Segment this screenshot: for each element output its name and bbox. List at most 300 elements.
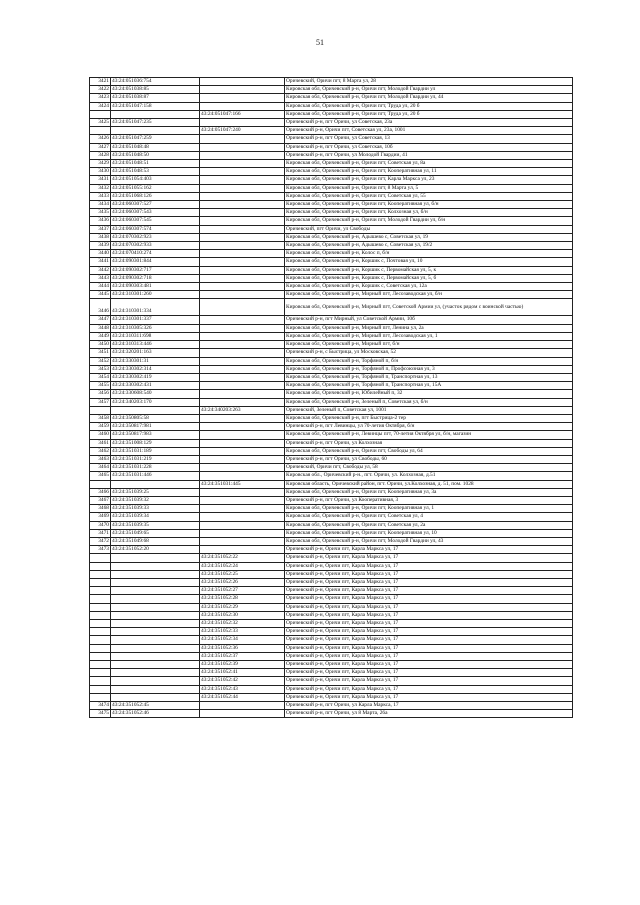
cadastral-number-cell: 43:24:051036:754 [111,78,200,86]
row-number-cell: 3460 [90,431,111,439]
address-cell: Оричевский р-н, пгт Левинцы, ул 70-летия Октября, б/н [285,423,573,431]
cadastral-number-cell: 43:24:090301:844 [111,258,200,266]
sub-object-number-cell [200,546,285,554]
sub-object-number-cell [200,168,285,176]
row-number-cell [90,562,111,570]
cadastral-number-cell [111,677,200,685]
sub-object-number-cell: 43:24:351052:29 [200,603,285,611]
row-number-cell: 3462 [90,447,111,455]
row-number-cell [90,127,111,135]
cadastral-number-cell: 43:24:070302:933 [111,242,200,250]
sub-object-number-cell [200,496,285,504]
address-cell: Кировская обл, Оричевский р-н, Адышево с, Советская ул, 19 [285,233,573,241]
row-number-cell: 3464 [90,464,111,472]
row-number-cell: 3426 [90,135,111,143]
cadastral-number-cell [111,693,200,701]
table-row [90,546,573,554]
address-cell: Оричевский р-н, Оричи пгт, Карла Маркса ул, 17 [285,620,573,628]
table-row [90,669,573,677]
address-cell: Оричевский, Зеленый п, Советская ул, 1001 [285,406,573,414]
cadastral-number-cell: 43:24:351039:32 [111,496,200,504]
sub-object-number-cell [200,414,285,422]
sub-object-number-cell [200,357,285,365]
cadastral-number-cell: 43:24:070410:274 [111,250,200,258]
address-cell: Оричевский р-н, пгт Оричи, ул Советская, 23а [285,119,573,127]
cadastral-number-cell: 43:24:060307:545 [111,217,200,225]
cadastral-number-cell: 43:24:351031:219 [111,455,200,463]
table-row [90,431,573,439]
row-number-cell: 3471 [90,529,111,537]
sub-object-number-cell [200,332,285,340]
cadastral-number-cell: 43:24:351031:446 [111,472,200,480]
sub-object-number-cell [200,529,285,537]
row-number-cell: 3449 [90,332,111,340]
table-row [90,702,573,710]
cadastral-number-cell: 43:24:340203:170 [111,398,200,406]
address-cell: Оричевский р-н, пгт Оричи, ул 8 Марта, 26а [285,710,573,718]
row-number-cell: 3444 [90,283,111,291]
address-cell: Кировская обл, Оричевский р-н, Мирный пгт, Лесозаводская ул, 1 [285,332,573,340]
row-number-cell [90,611,111,619]
cadastral-number-cell: 43:24:051038:87 [111,94,200,102]
row-number-cell: 3452 [90,357,111,365]
cadastral-number-cell: 43:24:351031:189 [111,447,200,455]
sub-object-number-cell: 43:24:351052:27 [200,587,285,595]
address-cell: Кировская обл, Оричевский р-н, Оричи пгт, Кооперативная ул, 11 [285,168,573,176]
table-row [90,537,573,545]
cadastral-number-cell: 43:24:060307:574 [111,225,200,233]
cadastral-number-cell: 43:24:051047:235 [111,119,200,127]
table-row [90,513,573,521]
sub-object-number-cell [200,209,285,217]
address-cell: Оричевский р-н, Оричи пгт, Карла Маркса ул, 17 [285,677,573,685]
cadastral-number-cell: 43:24:051048:48 [111,143,200,151]
cadastral-number-cell [111,110,200,118]
row-number-cell [90,677,111,685]
address-cell: Оричевский р-н, Оричи пгт, Карла Маркса ул, 17 [285,661,573,669]
row-number-cell: 3434 [90,201,111,209]
sub-object-number-cell [200,291,285,299]
cadastral-number-cell: 43:24:310305:326 [111,324,200,332]
row-number-cell: 3433 [90,192,111,200]
table-row [90,119,573,127]
sub-object-number-cell: 43:24:351052:44 [200,693,285,701]
address-cell: Кировская обл, Оричевский р-н, Торфяной п, Профсоюзная ул, 3 [285,365,573,373]
cadastral-number-cell: 43:24:090303:481 [111,283,200,291]
sub-object-number-cell [200,455,285,463]
table-row [90,283,573,291]
address-cell: Кировская обл, Оричевский р-н, Торфяной п, Транспортная ул, 13 [285,373,573,381]
table-row [90,382,573,390]
row-number-cell: 3468 [90,505,111,513]
table-row [90,86,573,94]
table-row [90,693,573,701]
table-row [90,291,573,299]
row-number-cell: 3447 [90,316,111,324]
address-cell: Кировская обл, Оричевский р-н, Оричи пгт, Труда ул, 20 б [285,102,573,110]
address-cell: Кировская область, Оричевский район, пгт. Оричи, ул.Колхозная, д. 51, пом. 1028 [285,480,573,488]
table-row [90,365,573,373]
page-number: 51 [316,38,324,47]
row-number-cell: 3441 [90,258,111,266]
cadastral-number-cell [111,628,200,636]
address-cell: Оричевский р-н, пгт Мирный, ул Советской Армии, 10б [285,316,573,324]
row-number-cell: 3422 [90,86,111,94]
cadastral-registry-table [89,77,573,718]
sub-object-number-cell [200,365,285,373]
row-number-cell: 3421 [90,78,111,86]
address-cell: Кировская обл, Оричевский р-н, Мирный пгт, Лесозаводская ул, б/н [285,291,573,299]
row-number-cell: 3428 [90,151,111,159]
row-number-cell: 3446 [90,299,111,316]
cadastral-number-cell [111,595,200,603]
sub-object-number-cell [200,151,285,159]
table-row [90,332,573,340]
cadastral-number-cell: 43:24:060307:527 [111,201,200,209]
sub-object-number-cell [200,94,285,102]
row-number-cell: 3448 [90,324,111,332]
sub-object-number-cell: 43:24:051047:240 [200,127,285,135]
table-row [90,274,573,282]
table-row [90,677,573,685]
row-number-cell: 3457 [90,398,111,406]
cadastral-number-cell: 43:24:051048:51 [111,160,200,168]
cadastral-number-cell [111,587,200,595]
table-row [90,110,573,118]
cadastral-number-cell [111,127,200,135]
sub-object-number-cell [200,702,285,710]
address-cell: Кировская обл, Оричевский р-н, Оричи пгт, Карла Маркса ул, 23 [285,176,573,184]
address-cell: Оричевский р-н, пгт Оричи, ул Советская, 10б [285,143,573,151]
sub-object-number-cell: 43:24:351052:36 [200,644,285,652]
cadastral-number-cell: 43:24:351052:20 [111,546,200,554]
table-row [90,423,573,431]
address-cell: Оричевский р-н, Оричи пгт, Карла Маркса ул, 17 [285,685,573,693]
address-cell: Оричевский р-н, Оричи пгт, Карла Маркса ул, 17 [285,595,573,603]
table-row [90,578,573,586]
address-cell: Оричевский р-н, пгт Оричи, ул Кооперативная, 3 [285,496,573,504]
address-cell: Кировская обл, Оричевский р-н, Оричи пгт, Кооперативная ул, 10 [285,529,573,537]
cadastral-number-cell: 43:24:351049:65 [111,529,200,537]
sub-object-number-cell: 43:24:051047:166 [200,110,285,118]
address-cell: Кировская обл, Оричевский р-н, Оричи пгт, Молодой Гвардии ул, 43 [285,537,573,545]
address-cell: Кировская обл, Оричевский р-н, Мирный пгт, Советской Армии ул, (участок рядом с воинской частью) [285,299,573,316]
address-cell: Кировская обл, Оричевский р-н, Оричи пгт, Кооперативная ул, 3а [285,488,573,496]
registry-table-body [90,78,573,718]
sub-object-number-cell [200,119,285,127]
address-cell: Кировская обл, Оричевский р-н, Коршик с, Советская ул, 12а [285,283,573,291]
address-cell: Оричевский р-н, Оричи пгт, Карла Маркса ул, 17 [285,603,573,611]
address-cell: Оричевский р-н, Оричи пгт, Карла Маркса ул, 17 [285,644,573,652]
cadastral-number-cell: 43:24:351039:25 [111,488,200,496]
sub-object-number-cell [200,447,285,455]
address-cell: Кировская обл, Оричевский р-н, пгт Быстрица-2 тер [285,414,573,422]
address-cell: Кировская обл, Оричевский р-н, Левинцы пгт, 70-летия Октября ул, б/н, магазин [285,431,573,439]
row-number-cell: 3469 [90,513,111,521]
address-cell: Оричевский р-н, Оричи пгт, Карла Маркса ул, 17 [285,693,573,701]
row-number-cell: 3438 [90,233,111,241]
address-cell: Кировская обл, Оричевский р-н, Оричи пгт, Колхозная ул, б/н [285,209,573,217]
sub-object-number-cell [200,505,285,513]
address-cell: Оричевский р-н, Оричи пгт, Карла Маркса ул, 17 [285,636,573,644]
row-number-cell [90,595,111,603]
sub-object-number-cell [200,382,285,390]
cadastral-number-cell [111,554,200,562]
table-row [90,151,573,159]
address-cell: Кировская обл, Оричевский р-н, Зеленый п, Советская ул, б/н [285,398,573,406]
table-row [90,242,573,250]
table-row [90,439,573,447]
row-number-cell: 3455 [90,382,111,390]
table-row [90,570,573,578]
address-cell: Кировская обл, Оричевский р-н, Коршик с, Почтовая ул, 10 [285,258,573,266]
cadastral-number-cell [111,669,200,677]
sub-object-number-cell: 43:24:351052:22 [200,554,285,562]
row-number-cell: 3451 [90,349,111,357]
sub-object-number-cell [200,78,285,86]
cadastral-number-cell: 43:24:330302:431 [111,382,200,390]
row-number-cell: 3461 [90,439,111,447]
address-cell: Оричевский, пгт Оричи, ул Свободы [285,225,573,233]
address-cell: Кировская обл., Оричевский р-н., пгт. Оричи, ул. Колхозная, д.51 [285,472,573,480]
table-row [90,390,573,398]
table-row [90,587,573,595]
row-number-cell [90,620,111,628]
row-number-cell: 3450 [90,341,111,349]
row-number-cell: 3439 [90,242,111,250]
address-cell: Кировская обл, Оричевский р-н, Оричи пгт, Советская ул, 2а [285,521,573,529]
table-row [90,324,573,332]
table-row [90,472,573,480]
table-row [90,258,573,266]
cadastral-number-cell: 43:24:051055:162 [111,184,200,192]
sub-object-number-cell [200,423,285,431]
row-number-cell [90,644,111,652]
cadastral-number-cell: 43:24:330301:31 [111,357,200,365]
table-row [90,127,573,135]
sub-object-number-cell [200,488,285,496]
sub-object-number-cell [200,233,285,241]
cadastral-number-cell: 43:24:320201:163 [111,349,200,357]
row-number-cell: 3431 [90,176,111,184]
cadastral-number-cell: 43:24:070302:923 [111,233,200,241]
row-number-cell: 3472 [90,537,111,545]
row-number-cell [90,554,111,562]
cadastral-number-cell: 43:24:351039:35 [111,521,200,529]
table-row [90,414,573,422]
cadastral-number-cell [111,562,200,570]
cadastral-number-cell [111,644,200,652]
row-number-cell: 3425 [90,119,111,127]
cadastral-number-cell: 43:24:310311:698 [111,332,200,340]
address-cell: Оричевский, Оричи пгт, Свободы ул, 58 [285,464,573,472]
table-row [90,480,573,488]
address-cell: Оричевский р-н, с Быстрица, ул Московская, 52 [285,349,573,357]
table-row [90,373,573,381]
table-row [90,628,573,636]
row-number-cell [90,587,111,595]
table-row [90,192,573,200]
cadastral-number-cell: 43:24:351031:228 [111,464,200,472]
table-row [90,488,573,496]
table-row [90,225,573,233]
sub-object-number-cell [200,341,285,349]
sub-object-number-cell [200,324,285,332]
sub-object-number-cell: 43:24:351052:42 [200,677,285,685]
table-row [90,652,573,660]
row-number-cell: 3423 [90,94,111,102]
table-row [90,250,573,258]
row-number-cell [90,603,111,611]
address-cell: Оричевский р-н, Оричи пгт, Карла Маркса ул, 17 [285,578,573,586]
sub-object-number-cell [200,266,285,274]
cadastral-number-cell: 43:24:351008:129 [111,439,200,447]
address-cell: Кировская обл, Оричевский р-н, Оричи пгт, Кооперативная ул, 1 [285,505,573,513]
cadastral-number-cell: 43:24:330302:314 [111,365,200,373]
row-number-cell [90,636,111,644]
row-number-cell: 3453 [90,365,111,373]
row-number-cell: 3440 [90,250,111,258]
address-cell: Кировская обл, Оричевский р-н, Юбилейный п, 32 [285,390,573,398]
cadastral-number-cell: 43:24:351052:46 [111,710,200,718]
row-number-cell [90,480,111,488]
table-row [90,143,573,151]
sub-object-number-cell: 43:24:340203:263 [200,406,285,414]
table-row [90,496,573,504]
table-row [90,299,573,316]
sub-object-number-cell [200,250,285,258]
address-cell: Кировская обл, Оричевский р-н, Оричи пгт, 8 Марта ул, 5 [285,184,573,192]
row-number-cell: 3466 [90,488,111,496]
table-row [90,636,573,644]
cadastral-number-cell: 43:24:051048:53 [111,168,200,176]
table-row [90,455,573,463]
address-cell: Оричевский р-н, Оричи пгт, Советская ул, 23а, 1001 [285,127,573,135]
address-cell: Оричевский р-н, пгт Оричи, ул Советская, 13 [285,135,573,143]
row-number-cell: 3459 [90,423,111,431]
row-number-cell: 3442 [90,266,111,274]
sub-object-number-cell [200,283,285,291]
row-number-cell: 3474 [90,702,111,710]
table-row [90,201,573,209]
cadastral-number-cell: 43:24:051054:403 [111,176,200,184]
address-cell: Кировская обл, Оричевский р-н, Коршик с, Первомайская ул, 5, б [285,274,573,282]
row-number-cell [90,685,111,693]
address-cell: Оричевский р-н, Оричи пгт, Карла Маркса ул, 17 [285,669,573,677]
cadastral-number-cell [111,661,200,669]
sub-object-number-cell [200,160,285,168]
row-number-cell: 3445 [90,291,111,299]
sub-object-number-cell [200,274,285,282]
table-row [90,611,573,619]
sub-object-number-cell [200,521,285,529]
sub-object-number-cell: 43:24:351052:28 [200,595,285,603]
cadastral-number-cell: 43:24:310313:446 [111,341,200,349]
address-cell: Кировская обл, Оричевский р-н, Оричи пгт, Труда ул, 20 б [285,110,573,118]
sub-object-number-cell [200,373,285,381]
row-number-cell: 3424 [90,102,111,110]
cadastral-number-cell: 43:24:351039:33 [111,505,200,513]
table-row [90,184,573,192]
address-cell: Кировская обл, Оричевский р-н, Коршик с, Первомайская ул, 5, к [285,266,573,274]
cadastral-number-cell [111,570,200,578]
address-cell: Оричевский р-н, Оричи пгт, Карла Маркса ул, 17 [285,546,573,554]
sub-object-number-cell [200,143,285,151]
table-row [90,562,573,570]
cadastral-number-cell: 43:24:310301:334 [111,299,200,316]
table-row [90,661,573,669]
sub-object-number-cell: 43:24:351052:37 [200,652,285,660]
address-cell: Кировская обл, Оричевский р-н, Оричи пгт, Советская ул, 8а [285,160,573,168]
table-row [90,160,573,168]
cadastral-number-cell [111,611,200,619]
row-number-cell: 3429 [90,160,111,168]
sub-object-number-cell: 43:24:351052:41 [200,669,285,677]
cadastral-number-cell: 43:24:060307:543 [111,209,200,217]
sub-object-number-cell: 43:24:351031:445 [200,480,285,488]
sub-object-number-cell [200,431,285,439]
sub-object-number-cell [200,537,285,545]
cadastral-number-cell: 43:24:330302:419 [111,373,200,381]
address-cell: Оричевский р-н, Оричи пгт, Карла Маркса ул, 17 [285,611,573,619]
table-row [90,316,573,324]
sub-object-number-cell [200,299,285,316]
sub-object-number-cell [200,225,285,233]
cadastral-number-cell: 43:24:350805:58 [111,414,200,422]
sub-object-number-cell [200,102,285,110]
address-cell: Кировская обл, Оричевский р-н, Оричи пгт, Молодой Гвардии ул, 44 [285,94,573,102]
table-row [90,620,573,628]
cadastral-number-cell: 43:24:351049:68 [111,537,200,545]
cadastral-number-cell [111,480,200,488]
address-cell: Кировская обл, Оричевский р-н, Мирный пгт, б/н [285,341,573,349]
cadastral-number-cell: 43:24:310301:337 [111,316,200,324]
table-row [90,685,573,693]
sub-object-number-cell [200,710,285,718]
row-number-cell [90,578,111,586]
table-row [90,521,573,529]
address-cell: Оричевский р-н, пгт Оричи, ул Карла Маркса, 17 [285,702,573,710]
sub-object-number-cell [200,184,285,192]
row-number-cell [90,693,111,701]
sub-object-number-cell [200,513,285,521]
table-row [90,217,573,225]
cadastral-number-cell: 43:24:051047:259 [111,135,200,143]
table-row [90,603,573,611]
address-cell: Кировская обл, Оричевский р-н, Оричи пгт, Молодой Гвардии ул [285,86,573,94]
row-number-cell [90,652,111,660]
row-number-cell: 3430 [90,168,111,176]
address-cell: Оричевский р-н, пгт Оричи, ул Колхозная [285,439,573,447]
table-row [90,233,573,241]
address-cell: Кировская обл, Оричевский р-н, Торфяной п, б/н [285,357,573,365]
table-row [90,78,573,86]
table-row [90,595,573,603]
address-cell: Оричевский р-н, Оричи пгт, Карла Маркса ул, 17 [285,628,573,636]
row-number-cell [90,661,111,669]
row-number-cell [90,110,111,118]
address-cell: Кировская обл, Оричевский р-н, Оричи пгт, Свободы ул, 64 [285,447,573,455]
address-cell: Кировская обл, Оричевский р-н, Колос п, б/н [285,250,573,258]
cadastral-number-cell [111,406,200,414]
cadastral-number-cell [111,652,200,660]
row-number-cell: 3470 [90,521,111,529]
table-row [90,209,573,217]
cadastral-number-cell [111,620,200,628]
address-cell: Оричевский р-н, Оричи пгт, Карла Маркса ул, 17 [285,562,573,570]
table-row [90,398,573,406]
address-cell: Кировская обл, Оричевский р-н, Торфяной п, Транспортная ул, 15А [285,382,573,390]
